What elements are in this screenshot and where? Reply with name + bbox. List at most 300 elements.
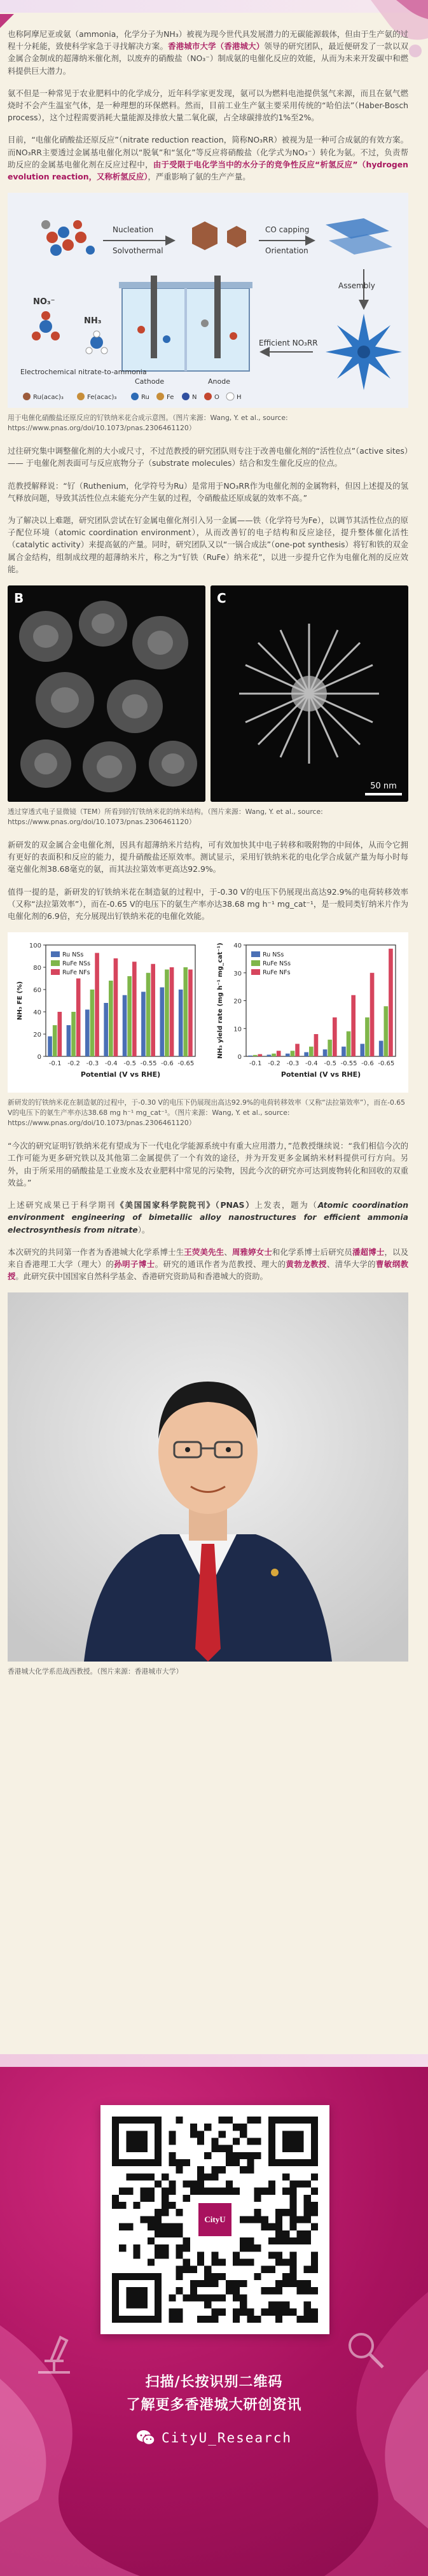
qr-module bbox=[311, 2209, 318, 2216]
qr-module bbox=[247, 2216, 254, 2223]
qr-module bbox=[155, 2209, 162, 2216]
x-tick-label: -0.5 bbox=[123, 1060, 136, 1068]
qr-module bbox=[254, 2195, 261, 2202]
qr-module bbox=[176, 2244, 183, 2251]
qr-code[interactable] bbox=[112, 2117, 318, 2323]
qr-module bbox=[282, 2258, 289, 2265]
p11-sep-5: 、清华大学的 bbox=[326, 1259, 376, 1269]
qr-module bbox=[197, 2280, 204, 2287]
qr-module bbox=[304, 2181, 311, 2188]
qr-module bbox=[162, 2209, 169, 2216]
qr-module bbox=[304, 2237, 311, 2244]
qr-module bbox=[162, 2230, 169, 2237]
magnifier-icon bbox=[343, 2328, 388, 2372]
qr-module bbox=[169, 2294, 176, 2301]
bar-ru-nss bbox=[379, 1041, 383, 1057]
qr-module bbox=[261, 2309, 268, 2316]
qr-module bbox=[233, 2258, 240, 2265]
qr-module bbox=[296, 2237, 303, 2244]
qr-module bbox=[148, 2216, 155, 2223]
qr-module bbox=[240, 2131, 247, 2138]
qr-module bbox=[148, 2258, 155, 2265]
tem-figure bbox=[8, 585, 408, 802]
qr-module bbox=[169, 2223, 176, 2230]
qr-module bbox=[183, 2195, 190, 2202]
portrait-photo bbox=[8, 1292, 408, 1662]
co-capping-label: CO capping bbox=[265, 225, 310, 235]
paragraph-3-text: 目前，“电催化硝酸盐还原反应”（nitrate reduction reaction，简称NO₃RR）被视为是一种可合成氨的有效方案。而NO₃RR主要透过金属基电催化剂以“脱氧”和“氢化”等反应将硝酸盐（化学式为NO₃⁻）转化为氨。不过，负责帮助反应的金属基电催化剂在反应过程中， bbox=[8, 135, 408, 169]
nanoflower-icon bbox=[326, 314, 402, 390]
qr-module bbox=[119, 2244, 126, 2251]
qr-module bbox=[261, 2188, 268, 2195]
qr-module bbox=[268, 2237, 275, 2244]
author-2: 周雅婷女士 bbox=[231, 1247, 272, 1257]
qr-module bbox=[148, 2223, 155, 2230]
efficient-label: Efficient NO₃RR bbox=[259, 339, 318, 348]
wechat-icon bbox=[136, 2430, 155, 2446]
qr-module bbox=[304, 2230, 311, 2237]
y-tick-label: 0 bbox=[237, 1054, 242, 1061]
bar-rufe-nss bbox=[146, 973, 151, 1056]
qr-module bbox=[240, 2216, 247, 2223]
bar-ru-nss bbox=[67, 1025, 71, 1056]
bar-ru-nss bbox=[160, 988, 164, 1057]
qr-module bbox=[211, 2309, 218, 2316]
qr-module bbox=[176, 2287, 183, 2294]
legend-swatch bbox=[51, 960, 60, 966]
qr-module bbox=[226, 2188, 233, 2195]
qr-module bbox=[311, 2258, 318, 2265]
x-tick-label: -0.2 bbox=[268, 1060, 280, 1068]
tem-b-image bbox=[8, 585, 205, 802]
qr-module bbox=[233, 2188, 240, 2195]
qr-module bbox=[126, 2223, 133, 2230]
qr-module bbox=[289, 2266, 296, 2273]
qr-module bbox=[304, 2202, 311, 2209]
qr-module bbox=[289, 2188, 296, 2195]
qr-module bbox=[226, 2117, 233, 2124]
qr-module bbox=[289, 2251, 296, 2258]
qr-module bbox=[169, 2181, 176, 2188]
qr-module bbox=[204, 2294, 211, 2301]
qr-module bbox=[254, 2188, 261, 2195]
bar-ru-nss bbox=[360, 1044, 364, 1057]
qr-module bbox=[275, 2251, 282, 2258]
qr-module bbox=[282, 2173, 289, 2180]
legend-fe: Fe bbox=[167, 394, 174, 402]
qr-module bbox=[155, 2251, 162, 2258]
qr-module bbox=[289, 2209, 296, 2216]
qr-module bbox=[211, 2166, 218, 2173]
qr-module bbox=[219, 2117, 226, 2124]
qr-module bbox=[233, 2309, 240, 2316]
x-tick-label: -0.3 bbox=[86, 1060, 99, 1068]
qr-module bbox=[183, 2266, 190, 2273]
qr-module bbox=[183, 2181, 190, 2188]
schematic-svg bbox=[8, 193, 408, 408]
bar-rufe-nfs bbox=[333, 1018, 337, 1056]
x-tick-label: -0.3 bbox=[286, 1060, 300, 1068]
qr-module bbox=[204, 2280, 211, 2287]
legend-label: RuFe NSs bbox=[263, 960, 291, 968]
x-tick-label: -0.1 bbox=[48, 1060, 62, 1068]
qr-module bbox=[148, 2173, 155, 2180]
qr-module bbox=[240, 2237, 247, 2244]
p11-sep-1: 、 bbox=[224, 1247, 232, 1257]
qr-module bbox=[233, 2152, 240, 2159]
bar-rufe-nfs bbox=[151, 964, 155, 1056]
footer-cta-line-2: 了解更多香港城大研创资讯 bbox=[126, 2397, 302, 2413]
qr-module bbox=[240, 2258, 247, 2265]
qr-module bbox=[141, 2173, 148, 2180]
qr-module bbox=[296, 2280, 303, 2287]
tem-panel-b bbox=[8, 585, 205, 802]
legend-swatch bbox=[251, 969, 260, 975]
qr-module bbox=[176, 2251, 183, 2258]
y-tick-label: 0 bbox=[37, 1054, 41, 1061]
bar-rufe-nfs bbox=[370, 973, 375, 1056]
x-tick-label: -0.6 bbox=[161, 1060, 174, 1068]
qr-module bbox=[126, 2173, 133, 2180]
charts-svg bbox=[8, 932, 408, 1093]
qr-module bbox=[219, 2166, 226, 2173]
qr-module bbox=[197, 2166, 204, 2173]
qr-module bbox=[190, 2131, 197, 2138]
legend-swatch bbox=[51, 969, 60, 975]
qr-module bbox=[219, 2273, 226, 2280]
qr-module bbox=[254, 2152, 261, 2159]
cityu-highlight: 香港城市大学（香港城大） bbox=[168, 41, 265, 52]
qr-module bbox=[204, 2266, 211, 2273]
bar-rufe-nfs bbox=[295, 1044, 300, 1057]
qr-module bbox=[176, 2266, 183, 2273]
qr-module bbox=[275, 2209, 282, 2216]
qr-module bbox=[247, 2316, 254, 2323]
qr-module bbox=[240, 2280, 247, 2287]
y-tick-label: 30 bbox=[233, 970, 242, 978]
qr-module bbox=[275, 2216, 282, 2223]
qr-module bbox=[261, 2223, 268, 2230]
qr-module bbox=[233, 2124, 240, 2131]
scale-bar bbox=[365, 781, 402, 795]
qr-module bbox=[155, 2216, 162, 2223]
qr-module bbox=[155, 2230, 162, 2237]
bar-rufe-nfs bbox=[389, 949, 393, 1056]
x-tick-label: -0.65 bbox=[378, 1060, 395, 1068]
bar-rufe-nss bbox=[165, 970, 169, 1057]
qr-module bbox=[233, 2294, 240, 2301]
qr-module bbox=[289, 2223, 296, 2230]
bar-rufe-nss bbox=[272, 1054, 276, 1056]
qr-module bbox=[289, 2280, 296, 2287]
qr-module bbox=[169, 2188, 176, 2195]
x-axis-label: Potential (V vs RHE) bbox=[280, 1070, 361, 1079]
qr-module bbox=[247, 2159, 254, 2166]
qr-module bbox=[240, 2244, 247, 2251]
paragraph-11 bbox=[8, 1246, 408, 1283]
tem-c-image bbox=[211, 585, 408, 802]
qr-module bbox=[211, 2138, 218, 2145]
qr-module bbox=[197, 2251, 204, 2258]
author-4: 孙明子博士 bbox=[114, 1259, 155, 1269]
qr-module bbox=[176, 2230, 183, 2237]
qr-module bbox=[304, 2195, 311, 2202]
qr-module bbox=[162, 2244, 169, 2251]
qr-module bbox=[155, 2223, 162, 2230]
cathode-label: Cathode bbox=[135, 377, 165, 386]
bar-ru-nss bbox=[323, 1049, 328, 1056]
wechat-handle bbox=[0, 2430, 428, 2446]
assembly-label: Assembly bbox=[338, 281, 375, 291]
qr-module bbox=[240, 2301, 247, 2308]
qr-module bbox=[233, 2138, 240, 2145]
legend-h: H bbox=[237, 394, 242, 402]
qr-module bbox=[289, 2237, 296, 2244]
qr-module bbox=[226, 2159, 233, 2166]
qr-module bbox=[119, 2223, 126, 2230]
qr-module bbox=[311, 2309, 318, 2316]
qr-code-card[interactable] bbox=[100, 2105, 329, 2334]
qr-module bbox=[226, 2152, 233, 2159]
qr-module bbox=[282, 2209, 289, 2216]
x-tick-label: -0.2 bbox=[67, 1060, 80, 1068]
paragraph-9: “今次的研究证明钌铁纳米花有望成为下一代电化学能源系统中有重大应用潜力，”范教授继续说：“我们相信今次的工作可能为更多研究铁以及其他第二金属提供了一个有效的途径，并为开发更多金属纳米材料提供可行方向。另外，由于所采用的硝酸盐是工业废水及农业肥料中常见的污染物，因此今次的研究亦可达到废物转化和回收的双重效益。” bbox=[8, 1141, 408, 1187]
p10-mid: 上发表，题为（ bbox=[254, 1200, 318, 1210]
qr-module bbox=[162, 2188, 169, 2195]
qr-module bbox=[176, 2159, 183, 2166]
qr-module bbox=[169, 2316, 176, 2323]
bar-rufe-nss bbox=[328, 1040, 332, 1056]
qr-module bbox=[296, 2316, 303, 2323]
qr-module bbox=[304, 2209, 311, 2216]
paragraph-4: 过往研究集中调整催化剂的大小或尺寸，不过范教授的研究团队则专注于改善电催化剂的“活性位点”（active sites）—— 于电催化剂表面可与反应底物分子（substrate molecules）结合和发生催化反应的位点。 bbox=[8, 446, 408, 468]
qr-module bbox=[296, 2181, 303, 2188]
x-tick-label: -0.55 bbox=[340, 1060, 357, 1068]
paragraph-6: 为了解决以上难题，研究团队尝试在钌金属电催化剂引入另一金属——铁（化学符号为Fe），以调节其活性位点的原子配位环境（atomic coordination environment），从而改善钌的电子结构和反应途径，提升整体催化活性（catalytic activity）来提高氨的产量。同时，研究团队又以“一锅合成法”（one-pot synthesis）将钌和铁的双金属合金结构，组制成纹理的超薄纳米片，称之为“钌铁（RuFe）纳米花”，以进一步提升它作为电催化剂的反应效能。 bbox=[8, 515, 408, 574]
bar-rufe-nfs bbox=[351, 995, 356, 1056]
bar-rufe-nss bbox=[71, 1012, 76, 1056]
qr-module bbox=[211, 2294, 218, 2301]
bar-rufe-nss bbox=[309, 1047, 314, 1056]
qr-module bbox=[162, 2223, 169, 2230]
bar-rufe-nfs bbox=[258, 1054, 263, 1057]
qr-module bbox=[268, 2188, 275, 2195]
qr-module bbox=[233, 2287, 240, 2294]
article-content bbox=[8, 28, 408, 1688]
bar-ru-nss bbox=[141, 992, 146, 1057]
x-tick-label: -0.4 bbox=[305, 1060, 318, 1068]
paragraph-1-text: 也称阿摩尼亚或氨（ammonia，化学分子为NH₃）被视为现今世代具发展潜力的无碳能源载体，但由于生产氨的过程十分耗能，致使科学家急于寻找解决方案。 bbox=[8, 29, 408, 52]
qr-module bbox=[176, 2209, 183, 2216]
bar-ru-nss bbox=[267, 1055, 272, 1057]
qr-module bbox=[247, 2166, 254, 2173]
qr-module bbox=[311, 2173, 318, 2180]
qr-module bbox=[247, 2152, 254, 2159]
qr-module bbox=[190, 2280, 197, 2287]
qr-module bbox=[183, 2244, 190, 2251]
qr-module bbox=[197, 2188, 204, 2195]
qr-module bbox=[211, 2273, 218, 2280]
legend-swatch bbox=[51, 951, 60, 957]
qr-module bbox=[155, 2244, 162, 2251]
qr-module bbox=[311, 2223, 318, 2230]
qr-module bbox=[275, 2237, 282, 2244]
paper-title: Atomic coordination environment engineering of bimetallic alloy nanostructures for efficient ammonia electrosynthesis from nitrate bbox=[8, 1200, 409, 1235]
qr-module bbox=[240, 2152, 247, 2159]
bar-ru-nss bbox=[179, 990, 183, 1056]
qr-module bbox=[289, 2202, 296, 2209]
qr-module bbox=[211, 2251, 218, 2258]
qr-module bbox=[268, 2251, 275, 2258]
figure-2-caption: 透过穿透式电子显微镜（TEM）所看到的钌铁纳米花的纳米结构。（图片来源：Wang, Y. et al., source: https://www.pnas.org/doi/10.1073/pnas.2306461120） bbox=[8, 808, 323, 827]
qr-finder-core bbox=[126, 2287, 148, 2309]
qr-module bbox=[176, 2309, 183, 2316]
anode-label: Anode bbox=[208, 377, 230, 386]
qr-module bbox=[176, 2316, 183, 2323]
qr-module bbox=[162, 2251, 169, 2258]
qr-module bbox=[176, 2223, 183, 2230]
qr-module bbox=[247, 2244, 254, 2251]
p11-sep-3: ，以及来自香港理工大学（理大）的 bbox=[8, 1247, 409, 1269]
qr-module bbox=[134, 2202, 141, 2209]
qr-finder-core bbox=[282, 2131, 304, 2152]
legend-n: N bbox=[192, 394, 197, 402]
qr-module bbox=[219, 2145, 226, 2152]
y-tick-label: 40 bbox=[233, 942, 242, 950]
qr-module bbox=[211, 2188, 218, 2195]
x-tick-label: -0.6 bbox=[361, 1060, 374, 1068]
qr-module bbox=[304, 2216, 311, 2223]
qr-module bbox=[275, 2280, 282, 2287]
qr-module bbox=[311, 2251, 318, 2258]
qr-module bbox=[190, 2287, 197, 2294]
legend-label: RuFe NFs bbox=[263, 969, 291, 977]
qr-module bbox=[148, 2188, 155, 2195]
qr-module bbox=[289, 2181, 296, 2188]
qr-module bbox=[190, 2181, 197, 2188]
qr-module bbox=[190, 2266, 197, 2273]
legend-label: Ru NSs bbox=[263, 951, 284, 959]
qr-module bbox=[275, 2309, 282, 2316]
qr-module bbox=[233, 2251, 240, 2258]
electrochemical-cell-icon bbox=[119, 276, 252, 371]
figure-3-caption: 新研发的钌铁纳米花在制造氨的过程中，于-0.30 V的电压下仍展现出高达92.9%的电荷转移效率（又称“法拉第效率”），而在-0.65 V的电压下的氨生产率亦达38.68 mg h⁻¹ mg_cat⁻¹。（图片来源：Wang, Y. et al., source: https://www.pnas.org/doi/10.1073/pnas.2306461120） bbox=[8, 1098, 406, 1128]
qr-module bbox=[197, 2173, 204, 2180]
bar-rufe-nfs bbox=[76, 979, 81, 1057]
qr-module bbox=[240, 2124, 247, 2131]
bar-rufe-nss bbox=[127, 976, 132, 1056]
qr-module bbox=[233, 2159, 240, 2166]
journal-name: 《美国国家科学院院刊》（PNAS） bbox=[116, 1200, 255, 1210]
bar-rufe-nss bbox=[291, 1051, 295, 1057]
bar-ru-nss bbox=[48, 1037, 52, 1057]
solvothermal-label: Solvothermal bbox=[113, 246, 163, 256]
qr-module bbox=[311, 2316, 318, 2323]
qr-module bbox=[261, 2287, 268, 2294]
legend-label: RuFe NSs bbox=[62, 960, 91, 968]
bar-rufe-nss bbox=[347, 1032, 351, 1056]
bar-rufe-nfs bbox=[95, 953, 99, 1057]
y-tick-label: 20 bbox=[33, 1032, 41, 1039]
qr-module bbox=[304, 2266, 311, 2273]
qr-module bbox=[211, 2316, 218, 2323]
bar-rufe-nss bbox=[365, 1018, 369, 1056]
panel-b-label: B bbox=[14, 591, 24, 606]
qr-module bbox=[197, 2316, 204, 2323]
qr-module bbox=[119, 2202, 126, 2209]
bar-ru-nss bbox=[85, 1010, 90, 1057]
qr-module bbox=[247, 2309, 254, 2316]
qr-module bbox=[296, 2216, 303, 2223]
legend-label: RuFe NFs bbox=[62, 969, 90, 977]
qr-module bbox=[226, 2181, 233, 2188]
qr-module bbox=[190, 2188, 197, 2195]
qr-module bbox=[226, 2287, 233, 2294]
x-tick-label: -0.4 bbox=[105, 1060, 118, 1068]
scale-label: 50 nm bbox=[370, 781, 397, 792]
y-tick-label: 80 bbox=[33, 965, 41, 972]
p10-start: 上述研究成果已于科学期刊 bbox=[8, 1200, 116, 1210]
qr-module bbox=[311, 2188, 318, 2195]
qr-module bbox=[190, 2124, 197, 2131]
qr-module bbox=[204, 2152, 211, 2159]
qr-module bbox=[219, 2188, 226, 2195]
bar-rufe-nfs bbox=[58, 1012, 62, 1056]
qr-finder-core bbox=[126, 2131, 148, 2152]
synthesis-schematic-figure bbox=[8, 193, 408, 408]
qr-module bbox=[240, 2309, 247, 2316]
bar-ru-nss bbox=[304, 1053, 308, 1057]
qr-module bbox=[311, 2287, 318, 2294]
hydrogen-evolution-highlight: 由于受限于电化学当中的水分子的竞争性反应“析氢反应”（hydrogen evolution reaction，又称析氢反应） bbox=[8, 159, 409, 182]
bar-ru-nss bbox=[104, 1003, 108, 1056]
qr-module bbox=[247, 2258, 254, 2265]
qr-module bbox=[268, 2181, 275, 2188]
qr-module bbox=[275, 2258, 282, 2265]
leaf-decoration-icon bbox=[0, 14, 14, 28]
y-tick-label: 100 bbox=[29, 942, 41, 950]
paragraph-7: 新研发的双金属合金电催化剂，因具有超薄纳米片结构，可有效加快其中电子转移和吸附物的中间体，从而令它拥有更好的表面积和反应的能力，提升硝酸盐还原效率。测试显示，采用钌铁纳米花的电化学合成氨产量为每小时每毫克催化剂38.68毫克的氨，而其法拉第效率更高达92.9%。 bbox=[8, 840, 408, 874]
scale-bar-line bbox=[365, 793, 402, 795]
author-3: 潘超博士 bbox=[352, 1247, 385, 1257]
qr-module bbox=[148, 2195, 155, 2202]
qr-module bbox=[311, 2202, 318, 2209]
qr-module bbox=[247, 2237, 254, 2244]
qr-module bbox=[169, 2138, 176, 2145]
qr-module bbox=[233, 2280, 240, 2287]
x-tick-label: -0.5 bbox=[324, 1060, 336, 1068]
bar-rufe-nss bbox=[53, 1025, 57, 1056]
qr-module bbox=[183, 2159, 190, 2166]
qr-module bbox=[176, 2166, 183, 2173]
qr-module bbox=[304, 2316, 311, 2323]
author-1: 王荧美先生 bbox=[184, 1247, 224, 1257]
qr-module bbox=[219, 2294, 226, 2301]
qr-module bbox=[162, 2202, 169, 2209]
qr-module bbox=[226, 2145, 233, 2152]
qr-module bbox=[261, 2266, 268, 2273]
qr-module bbox=[204, 2124, 211, 2131]
qr-module bbox=[197, 2258, 204, 2265]
panel-c-label: C bbox=[217, 591, 226, 606]
bar-rufe-nss bbox=[90, 990, 95, 1056]
qr-module bbox=[204, 2173, 211, 2180]
p11-start: 本次研究的共同第一作者为香港城大化学系博士生 bbox=[8, 1247, 184, 1257]
qr-module bbox=[176, 2273, 183, 2280]
qr-module bbox=[311, 2266, 318, 2273]
qr-module bbox=[296, 2230, 303, 2237]
bar-rufe-nfs bbox=[188, 970, 193, 1057]
